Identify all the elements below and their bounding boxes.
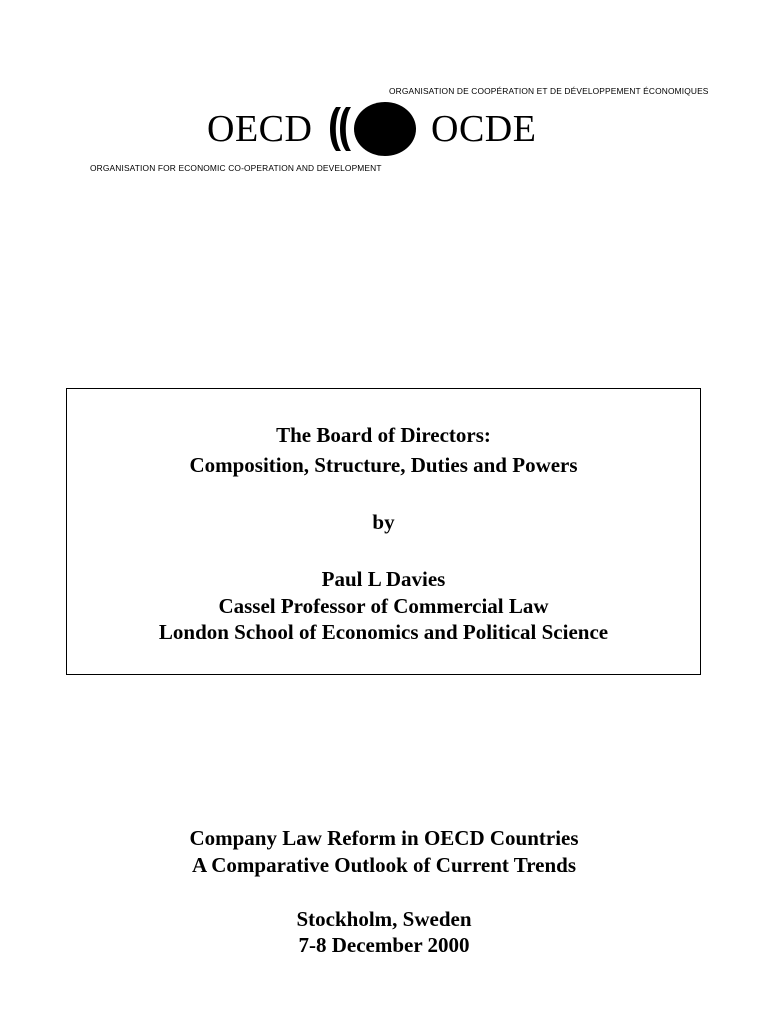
- org-name-french: ORGANISATION DE COOPÉRATION ET DE DÉVELOPPEMENT ÉCONOMIQUES: [389, 86, 709, 96]
- org-name-english: ORGANISATION FOR ECONOMIC CO-OPERATION AND DEVELOPMENT: [90, 163, 382, 173]
- event-subtitle: A Comparative Outlook of Current Trends: [191, 853, 577, 877]
- logo-text-oecd: OECD: [207, 108, 313, 150]
- title-box: [66, 388, 701, 675]
- by-line: by: [372, 510, 395, 534]
- oecd-logo-header: [0, 0, 768, 190]
- event-date: 7-8 December 2000: [298, 933, 470, 957]
- paper-subtitle: Composition, Structure, Duties and Powers: [189, 453, 578, 477]
- author-position: Cassel Professor of Commercial Law: [218, 594, 549, 618]
- oecd-emblem-icon: [322, 99, 422, 159]
- author-name: Paul L Davies: [321, 567, 446, 591]
- paper-title: The Board of Directors:: [276, 423, 491, 447]
- event-location: Stockholm, Sweden: [296, 907, 472, 931]
- event-name: Company Law Reform in OECD Countries: [189, 826, 579, 850]
- logo-text-ocde: OCDE: [431, 108, 537, 150]
- author-institution: London School of Economics and Political Science: [158, 620, 609, 644]
